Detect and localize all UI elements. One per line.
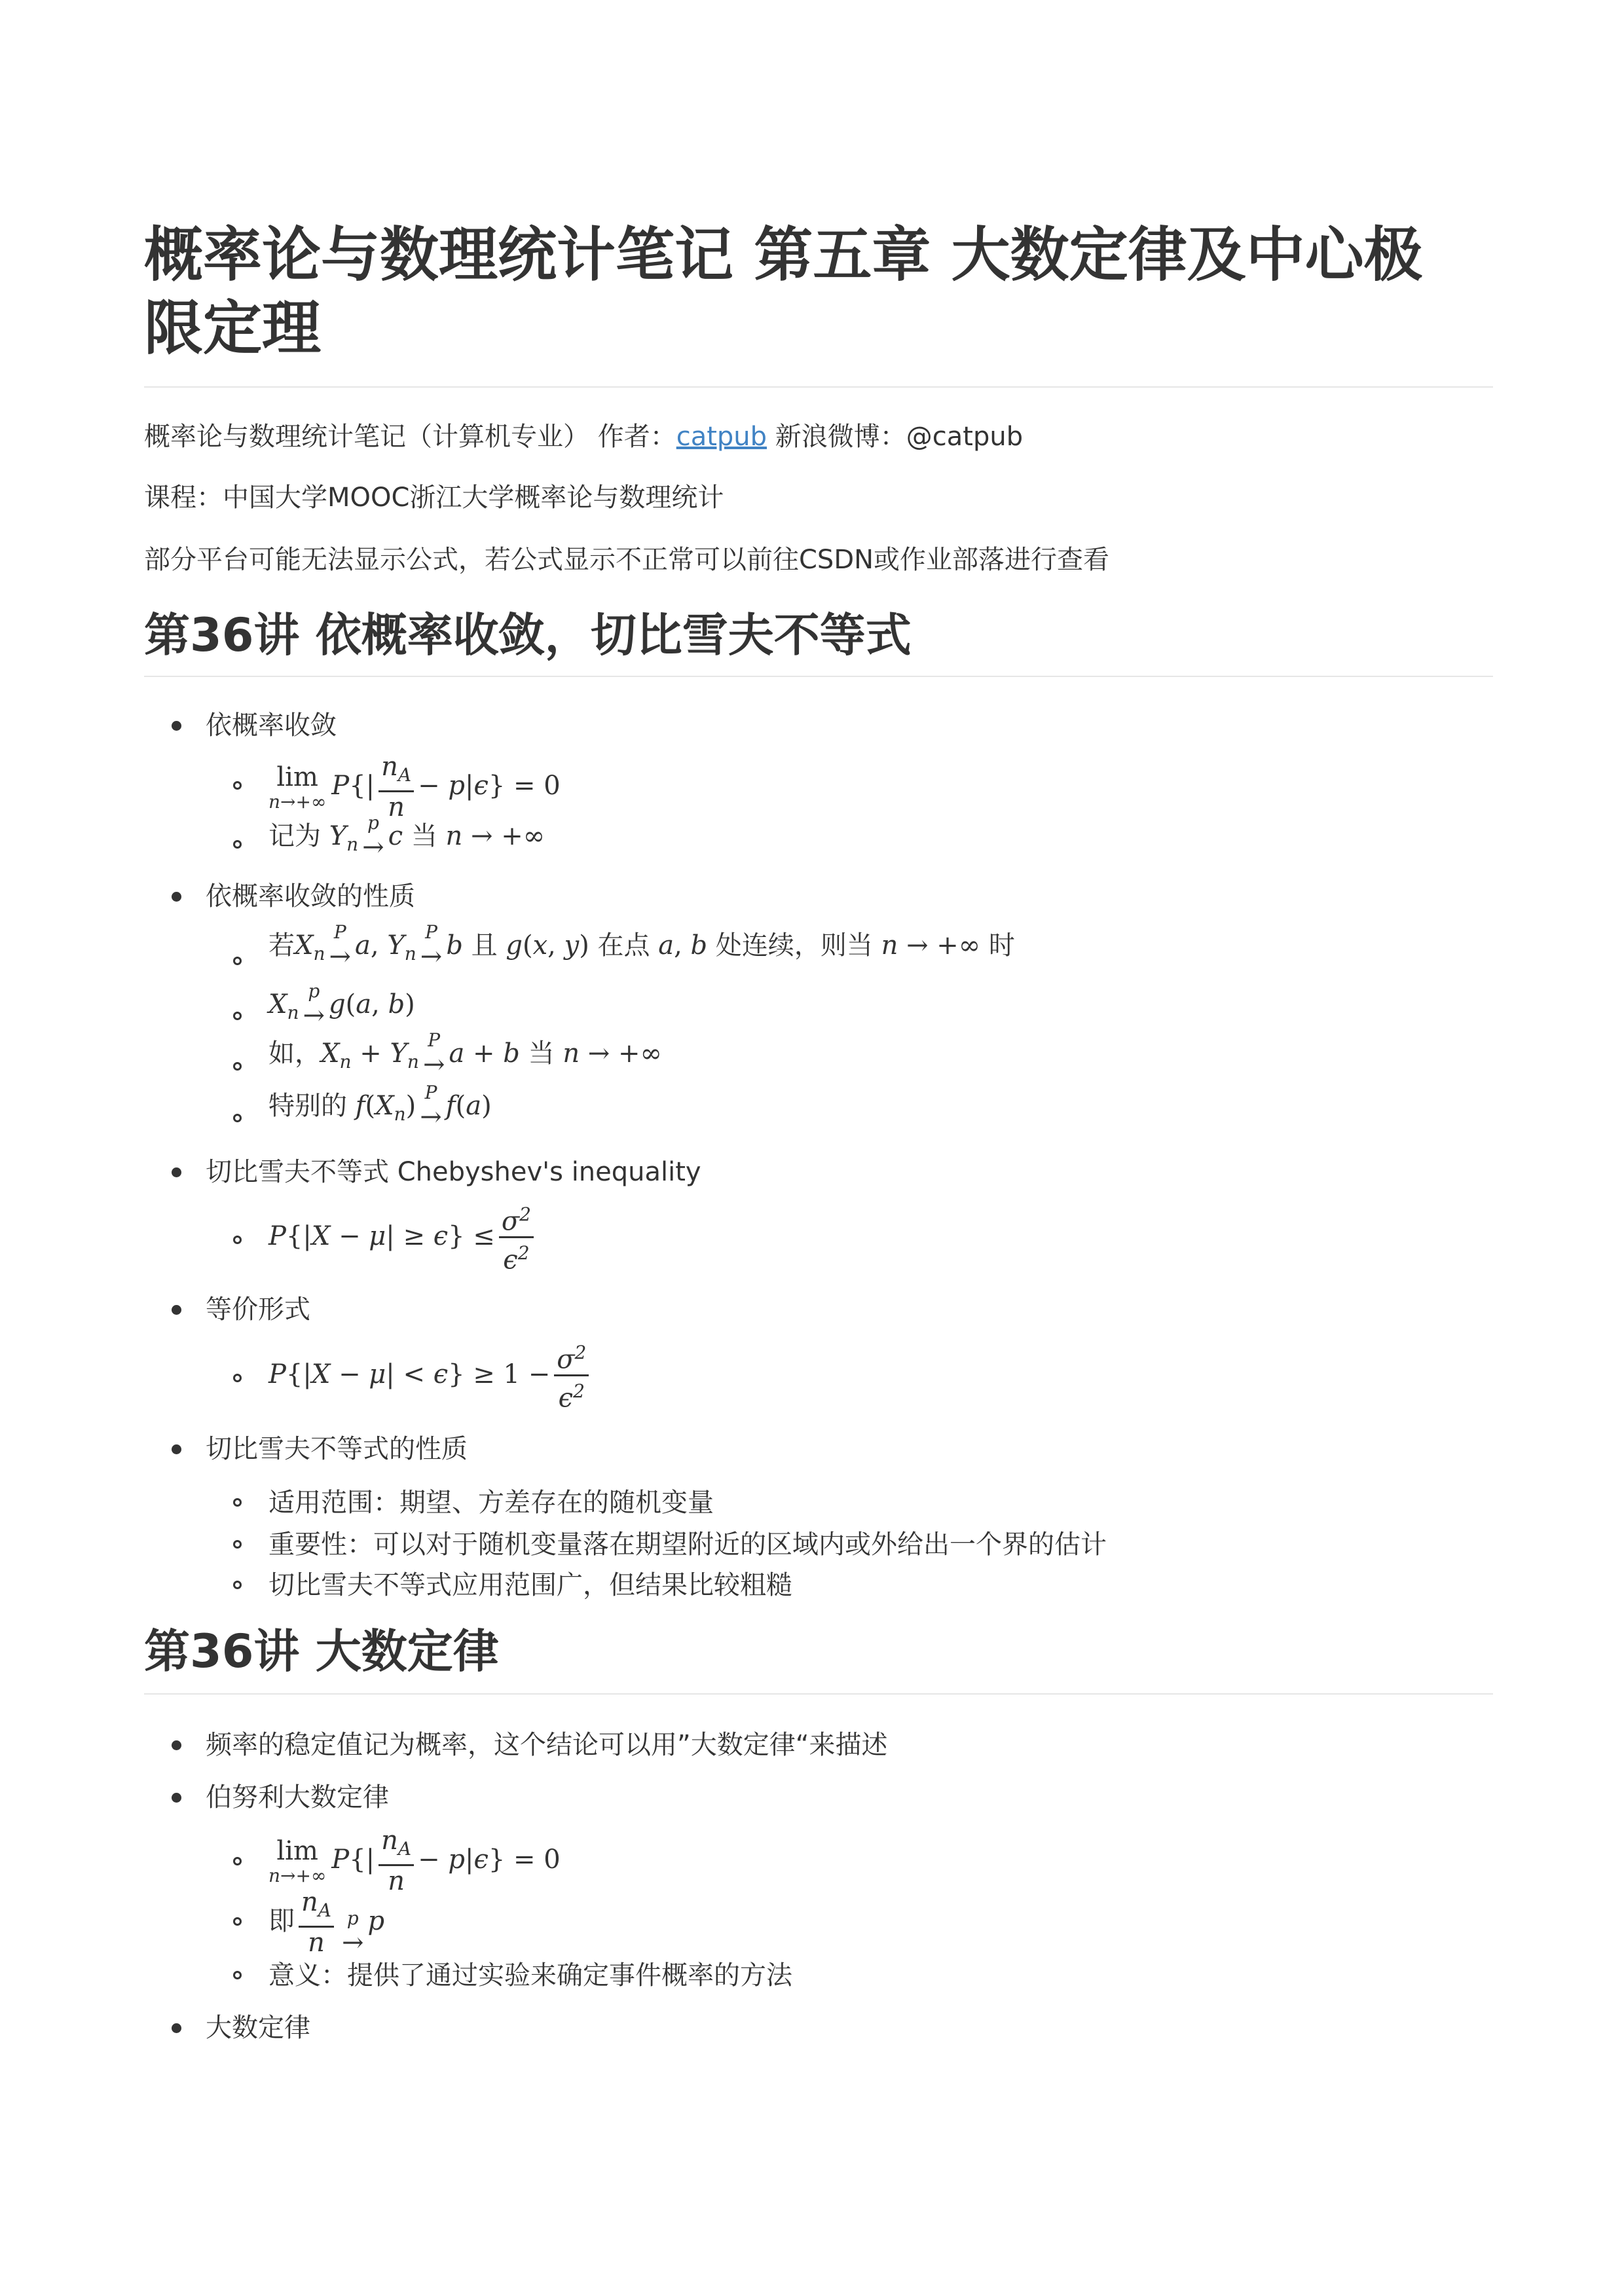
bullet bbox=[172, 1444, 181, 1454]
list-item-chebyshev-properties: 切比雪夫不等式的性质 bbox=[206, 1434, 468, 1464]
formula-bernoulli-notation: 即 $\frac{n_A}{n}$ p → p bbox=[268, 1887, 385, 1958]
sub-bullet bbox=[233, 1917, 242, 1926]
sub-bullet bbox=[233, 840, 242, 849]
formula-chebyshev: P{|X − μ| ≥ ϵ} ≤ $\frac{\sigma^2}{\epsilon^2}$ bbox=[268, 1200, 538, 1276]
list-subitem-importance: 重要性：可以对于随机变量落在期望附近的区域内或外给出一个界的估计 bbox=[268, 1530, 1107, 1560]
intro-suffix: 新浪微博：@catpub bbox=[767, 422, 1024, 452]
intro-note-line: 部分平台可能无法显示公式，若公式显示不正常可以前往CSDN或作业部落进行查看 bbox=[144, 545, 1110, 575]
list-subitem-rough: 切比雪夫不等式应用范围广，但结果比较粗糙 bbox=[268, 1570, 792, 1600]
bullet bbox=[172, 1740, 181, 1750]
text-prefix: 如， bbox=[268, 1038, 321, 1069]
intro-author-line bbox=[144, 419, 1023, 454]
sub-bullet bbox=[233, 957, 242, 965]
text-mid-3: 处连续，则当 bbox=[715, 930, 873, 961]
bullet bbox=[172, 1167, 181, 1177]
list-item-equivalent-form: 等价形式 bbox=[206, 1294, 310, 1325]
bullet bbox=[172, 1305, 181, 1315]
text-mid-2: 在点 bbox=[597, 930, 650, 961]
intro-course-line: 课程：中国大学MOOC浙江大学概率论与数理统计 bbox=[144, 483, 724, 513]
formula-convergence-limit: lim n→+∞ P{| $\frac{n_A}{n}$ − p|ϵ} = 0 bbox=[268, 752, 561, 822]
formula-bernoulli-limit: lim n→+∞ P{| $\frac{n_A}{n}$ − p|ϵ} = 0 bbox=[268, 1826, 561, 1896]
sub-bullet bbox=[233, 1236, 242, 1244]
formula-property-4: 特别的 $f(X_n)$ P → f(a) bbox=[268, 1082, 492, 1132]
sub-bullet bbox=[233, 781, 242, 790]
sub-bullet bbox=[233, 1971, 242, 1979]
text-mid: 当 bbox=[411, 821, 437, 851]
text-mid: 当 bbox=[528, 1038, 555, 1069]
formula-property-3: 如，$X_n + Y_n$ P → a + b 当 n → +∞ bbox=[268, 1029, 662, 1080]
sub-bullet bbox=[233, 1012, 242, 1020]
page-title-line-2: 限定理 bbox=[144, 294, 321, 363]
text-prefix: 若 bbox=[268, 930, 295, 961]
formula-property-2: $X_n$ p → g(a, b) bbox=[268, 980, 415, 1031]
formula-convergence-notation: 记为 $Y_n$ p → c 当 n → +∞ bbox=[268, 812, 545, 862]
section-1-heading: 第36讲 依概率收敛，切比雪夫不等式 bbox=[144, 608, 912, 662]
list-item-convergence: 依概率收敛 bbox=[206, 710, 337, 741]
sub-bullet bbox=[233, 1540, 242, 1549]
list-item-frequency: 频率的稳定值记为概率，这个结论可以用”大数定律“来描述 bbox=[206, 1730, 888, 1760]
section-2-divider bbox=[144, 1693, 1493, 1695]
bullet bbox=[172, 2023, 181, 2033]
list-subitem-scope: 适用范围：期望、方差存在的随机变量 bbox=[268, 1488, 714, 1518]
formula-property-1: 若$X_n$ P → a, $Y_n$ P → b 且 g(x, y) 在点 a, b 处连续，则当 n → +∞ 时 bbox=[268, 921, 1015, 972]
list-item-convergence-properties: 依概率收敛的性质 bbox=[206, 881, 415, 911]
sub-bullet bbox=[233, 1062, 242, 1071]
page-title-line-1: 概率论与数理统计笔记 第五章 大数定律及中心极 bbox=[144, 221, 1423, 289]
author-link[interactable]: catpub bbox=[676, 422, 767, 452]
bullet bbox=[172, 1793, 181, 1803]
section-2-heading: 第36讲 大数定律 bbox=[144, 1625, 499, 1678]
text-prefix: 即 bbox=[268, 1906, 295, 1936]
list-item-law-of-large-numbers: 大数定律 bbox=[206, 2013, 310, 2043]
sub-bullet bbox=[233, 1114, 242, 1122]
sub-bullet bbox=[233, 1581, 242, 1589]
title-divider bbox=[144, 386, 1493, 388]
sub-bullet bbox=[233, 1857, 242, 1865]
section-1-divider bbox=[144, 676, 1493, 677]
formula-chebyshev-equivalent: P{|X − μ| < ϵ} ≥ 1 − $\frac{\sigma^2}{\epsilon^2}$ bbox=[268, 1338, 593, 1414]
text-suffix: 时 bbox=[988, 930, 1015, 961]
text-prefix: 特别的 bbox=[268, 1091, 347, 1121]
list-item-chebyshev: 切比雪夫不等式 Chebyshev's inequality bbox=[206, 1157, 701, 1187]
bullet bbox=[172, 892, 181, 902]
sub-bullet bbox=[233, 1498, 242, 1507]
list-subitem-meaning: 意义：提供了通过实验来确定事件概率的方法 bbox=[268, 1960, 792, 1991]
list-item-bernoulli: 伯努利大数定律 bbox=[206, 1782, 389, 1812]
text-prefix: 记为 bbox=[268, 821, 321, 851]
text-mid-1: 且 bbox=[471, 930, 498, 961]
sub-bullet bbox=[233, 1374, 242, 1382]
intro-prefix: 概率论与数理统计笔记（计算机专业） 作者： bbox=[144, 422, 676, 452]
bullet bbox=[172, 721, 181, 731]
